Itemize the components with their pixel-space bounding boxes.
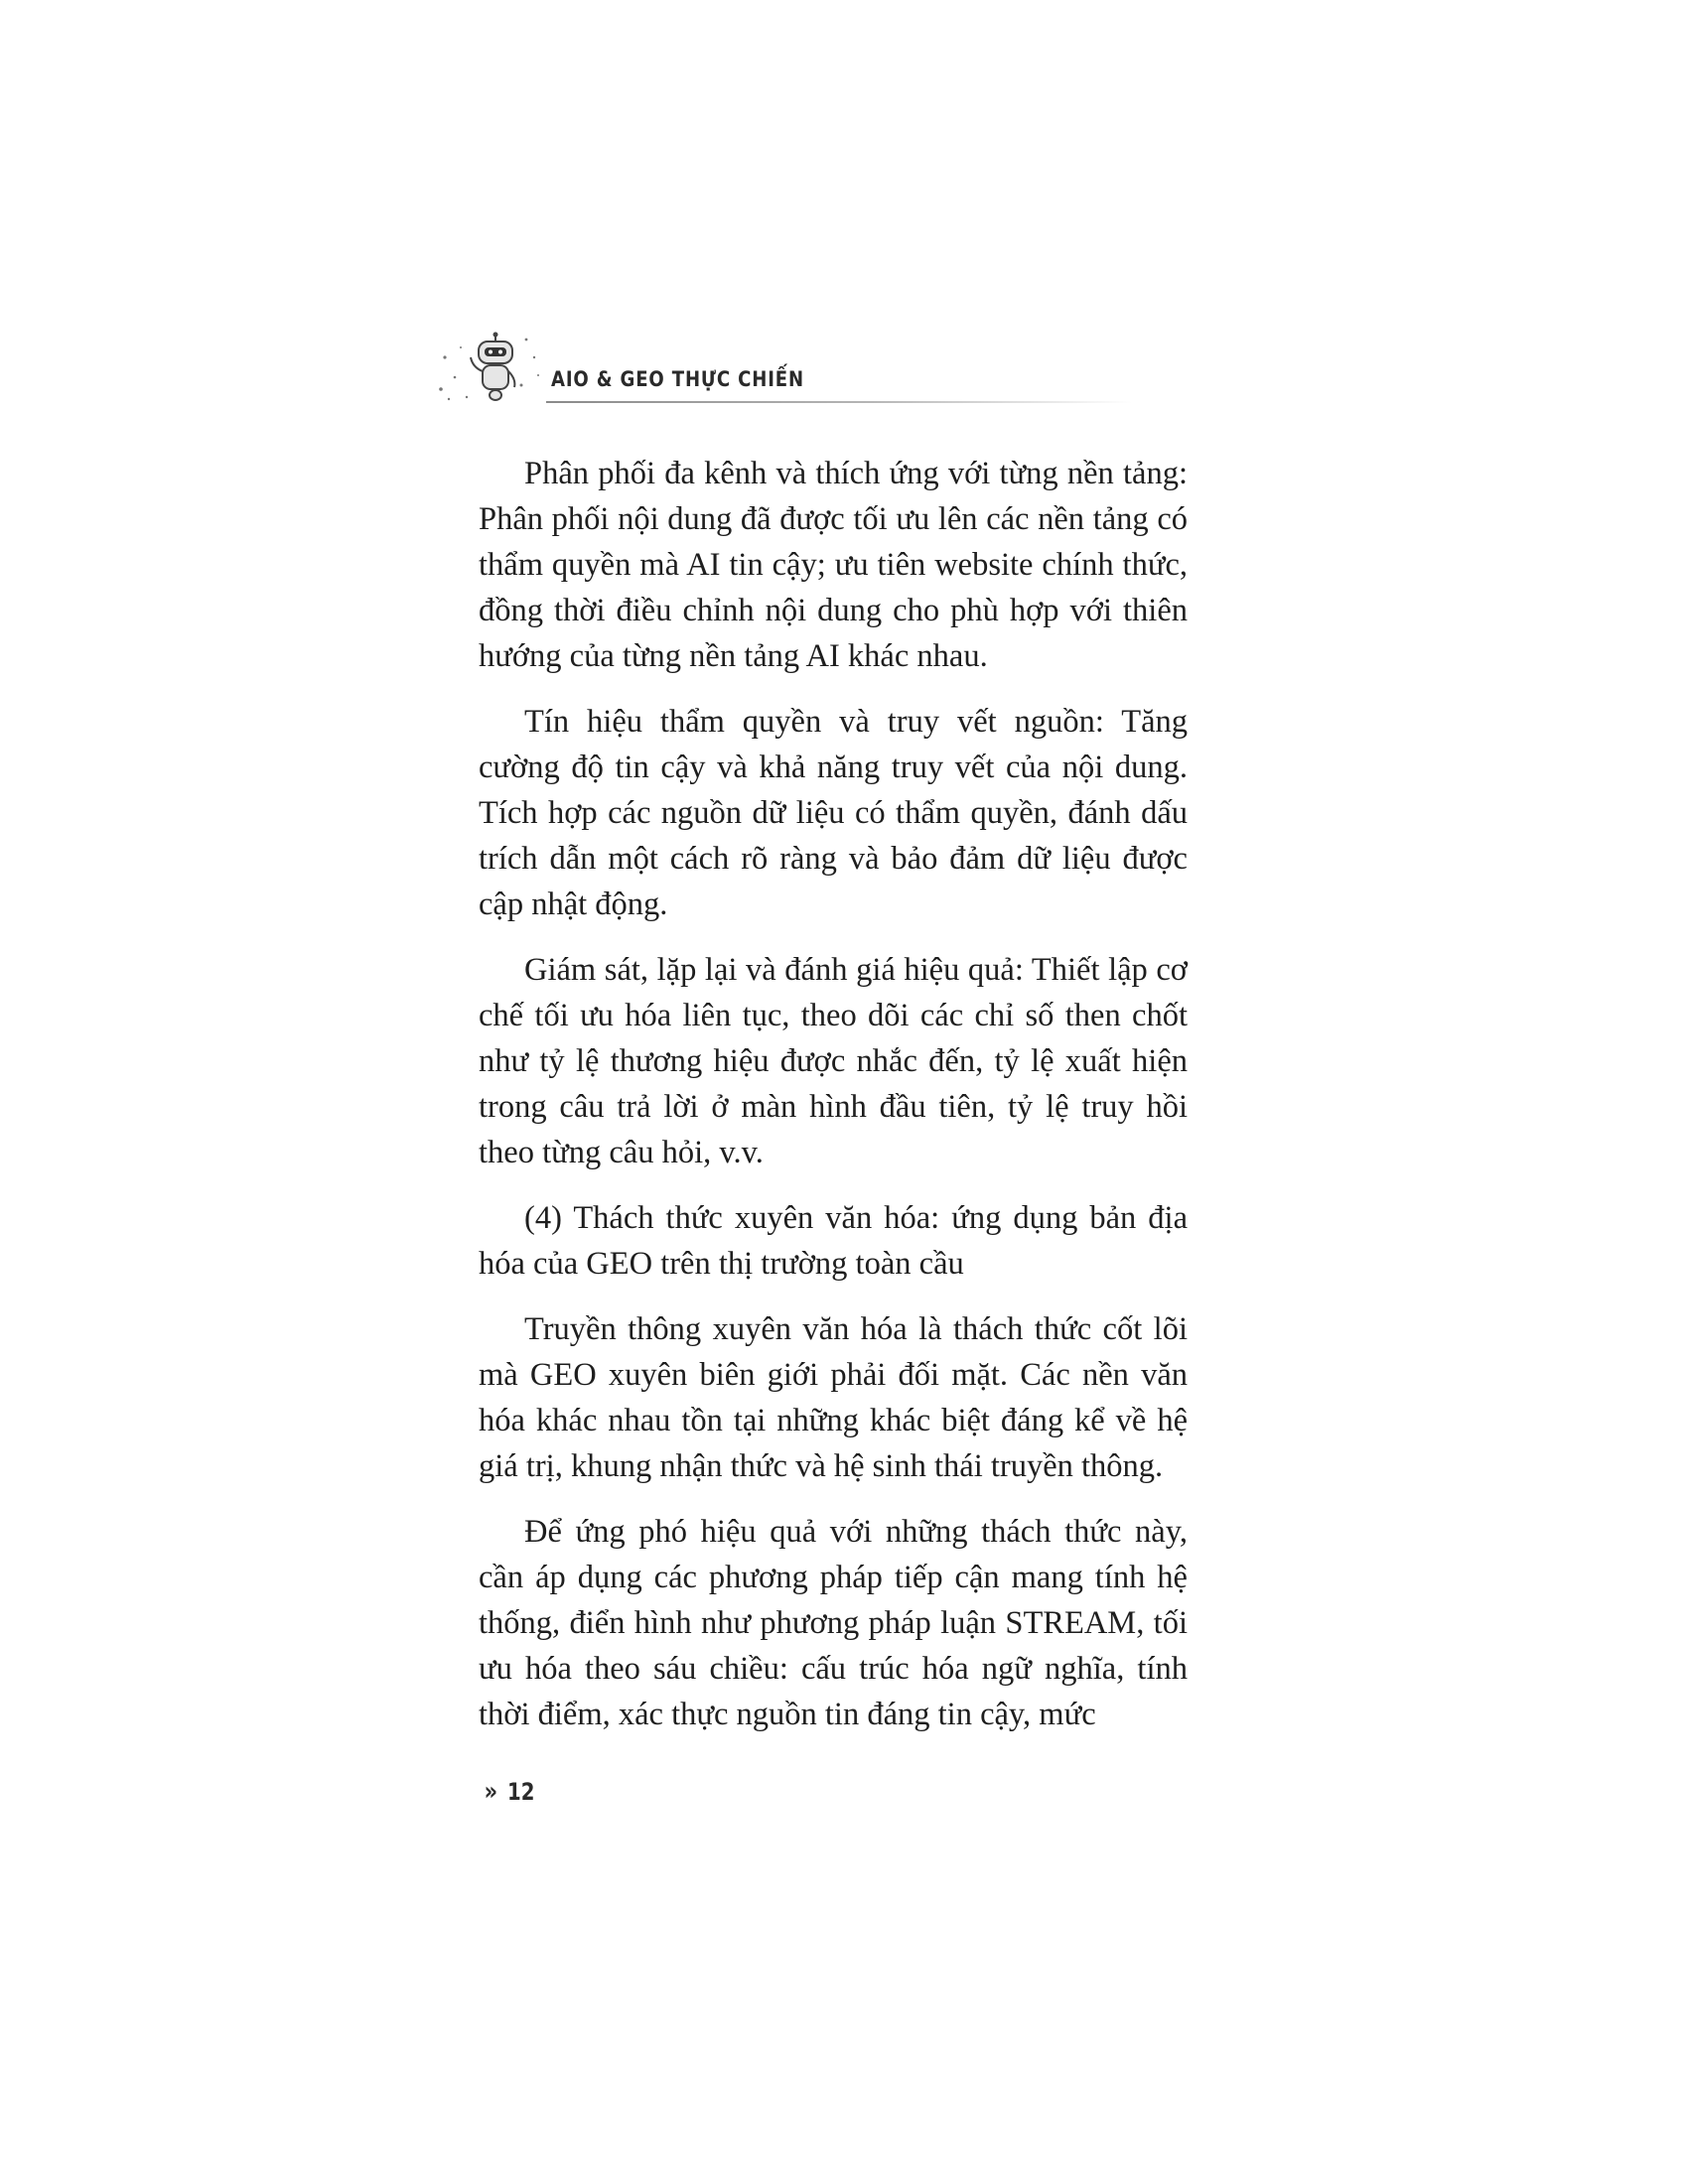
running-header [427, 328, 1122, 407]
paragraph: Để ứng phó hiệu quả với những thách thức này, cần áp dụng các phương pháp tiếp cận mang tính hệ thống, điển hình như phương pháp luận STREAM, tối ưu hóa theo sáu chiều: cấu trúc hóa ngữ nghĩa, tính thời điểm, xác thực nguồn tin đáng tin cậy, mức [479, 1514, 1188, 1732]
body-text [479, 451, 1188, 1757]
paragraph: Giám sát, lặp lại và đánh giá hiệu quả: Thiết lập cơ chế tối ưu hóa liên tục, theo dõi các chỉ số then chốt như tỷ lệ thương hiệu được nhắc đến, tỷ lệ xuất hiện trong câu trả lời ở màn hình đầu tiên, tỷ lệ truy hồi theo từng câu hỏi, v.v. [479, 952, 1188, 1170]
double-chevron-icon: » [484, 1777, 498, 1807]
paragraph: Truyền thông xuyên văn hóa là thách thức cốt lõi mà GEO xuyên biên giới phải đối mặt. Các nền văn hóa khác nhau tồn tại những khác biệt đáng kể về hệ giá trị, khung nhận thức và hệ sinh thái truyền thông. [479, 1311, 1188, 1484]
robot-icon [427, 328, 546, 407]
paragraph: Phân phối đa kênh và thích ứng với từng nền tảng: Phân phối nội dung đã được tối ưu lên các nền tảng có thẩm quyền mà AI tin cậy; ưu tiên website chính thức, đồng thời điều chỉnh nội dung cho phù hợp với thiên hướng của từng nền tảng AI khác nhau. [479, 456, 1188, 674]
page-footer [483, 1777, 540, 1807]
section-heading: (4) Thách thức xuyên văn hóa: ứng dụng bản địa hóa của GEO trên thị trường toàn cầu [479, 1200, 1188, 1282]
paragraph: Tín hiệu thẩm quyền và truy vết nguồn: Tăng cường độ tin cậy và khả năng truy vết của nội dung. Tích hợp các nguồn dữ liệu có thẩm quyền, đánh dấu trích dẫn một cách rõ ràng và bảo đảm dữ liệu được cập nhật động. [479, 704, 1188, 922]
header-divider [546, 401, 1132, 403]
page-number: 12 [506, 1778, 535, 1806]
running-header-title: AIO & GEO THỰC CHIẾN [551, 367, 804, 391]
